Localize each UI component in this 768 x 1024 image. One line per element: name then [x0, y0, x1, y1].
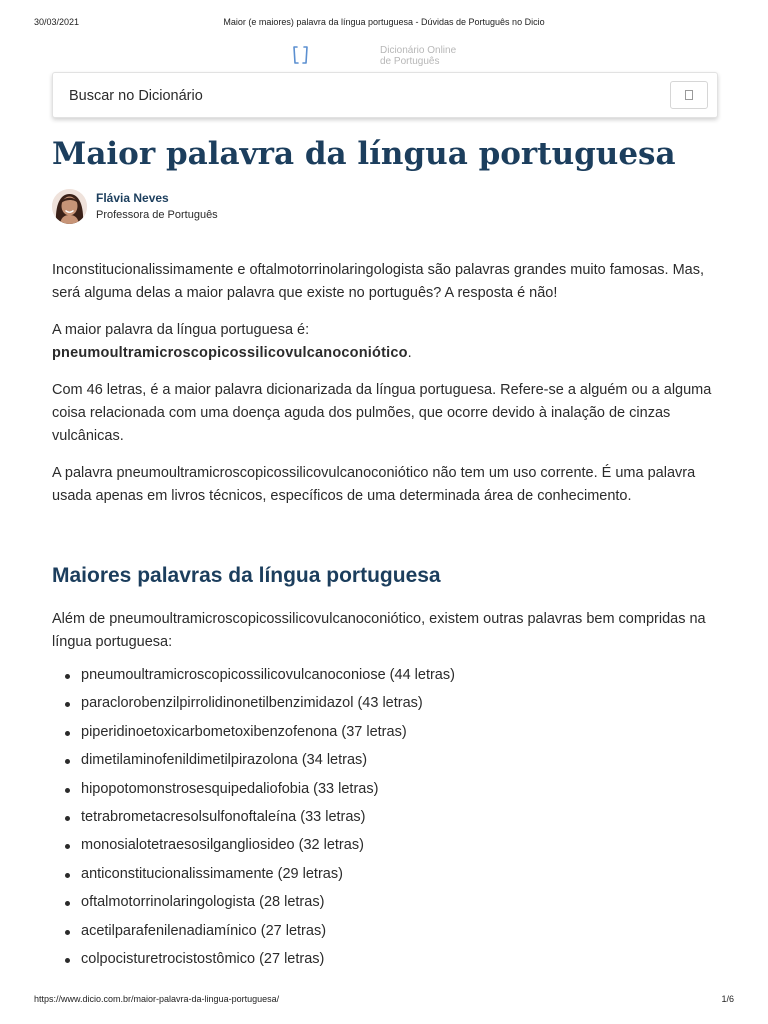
list-item: anticonstitucionalissimamente (29 letras)	[52, 863, 712, 891]
list-item: acetilparafenilenadiamínico (27 letras)	[52, 920, 712, 948]
section-heading: Maiores palavras da língua portuguesa	[52, 564, 441, 587]
print-date: 30/03/2021	[34, 17, 80, 27]
paragraph-definition: Com 46 letras, é a maior palavra dicionarizada da língua portuguesa. Refere-se a alguém ou a alguma coisa relacionada com uma doença aguda dos pulmões, que ocorre devido à inalação de cinzas vulcânicas.	[52, 382, 712, 444]
paragraph-biggest-word	[52, 319, 712, 365]
author-name[interactable]: Flávia Neves	[96, 191, 169, 205]
dicio-logo-icon[interactable]	[291, 44, 311, 66]
biggest-word: pneumoultramicroscopicossilicovulcanoconiótico	[52, 345, 408, 361]
site-logo-text[interactable]	[380, 45, 456, 67]
search-input[interactable]	[69, 86, 629, 106]
author-role: Professora de Português	[96, 209, 218, 221]
logo-line-2: de Português	[380, 56, 440, 67]
print-page-title: Maior (e maiores) palavra da língua portuguesa - Dúvidas de Português no Dicio	[223, 17, 545, 27]
long-words-list	[52, 664, 712, 976]
list-item: paraclorobenzilpirrolidinonetilbenzimidazol (43 letras)	[52, 692, 712, 720]
list-item: hipopotomonstrosesquipedaliofobia (33 letras)	[52, 778, 712, 806]
page-title: Maior palavra da língua portuguesa	[52, 136, 676, 172]
paragraph-intro: Inconstitucionalissimamente e oftalmotorrinolaringologista são palavras grandes muito famosas. Mas, será alguma delas a maior palavra que existe no português? A resposta é não!	[52, 262, 705, 301]
search-icon	[685, 90, 693, 100]
author-avatar[interactable]	[52, 189, 87, 224]
paragraph-usage: A palavra pneumoultramicroscopicossilicovulcanoconiótico não tem um uso corrente. É uma palavra usada apenas em livros técnicos, específicos de uma determinada área de conhecimento.	[52, 465, 696, 504]
list-item: tetrabrometacresolsulfonoftaleína (33 letras)	[52, 806, 712, 834]
print-footer	[0, 994, 768, 1008]
list-item: pneumoultramicroscopicossilicovulcanoconiose (44 letras)	[52, 664, 712, 692]
section-intro: Além de pneumoultramicroscopicossilicovulcanoconiótico, existem outras palavras bem compridas na língua portuguesa:	[52, 611, 706, 650]
print-url: https://www.dicio.com.br/maior-palavra-da-lingua-portuguesa/	[34, 994, 280, 1004]
search-button[interactable]	[670, 81, 708, 109]
search-bar	[52, 72, 718, 118]
list-item: colpocisturetrocistostômico (27 letras)	[52, 948, 712, 976]
print-header	[0, 17, 768, 31]
logo-line-1: Dicionário Online	[380, 45, 457, 56]
paragraph-biggest-word-intro: A maior palavra da língua portuguesa é:	[52, 322, 310, 338]
list-item: monosialotetraesosilgangliosideo (32 letras)	[52, 834, 712, 862]
author-portrait-icon	[52, 189, 87, 224]
list-item: piperidinoetoxicarbometoxibenzofenona (37 letras)	[52, 721, 712, 749]
list-item: oftalmotorrinolaringologista (28 letras)	[52, 891, 712, 919]
print-page-number: 1/6	[721, 994, 734, 1004]
paragraph-biggest-word-end: .	[407, 345, 412, 361]
list-item: dimetilaminofenildimetilpirazolona (34 letras)	[52, 749, 712, 777]
